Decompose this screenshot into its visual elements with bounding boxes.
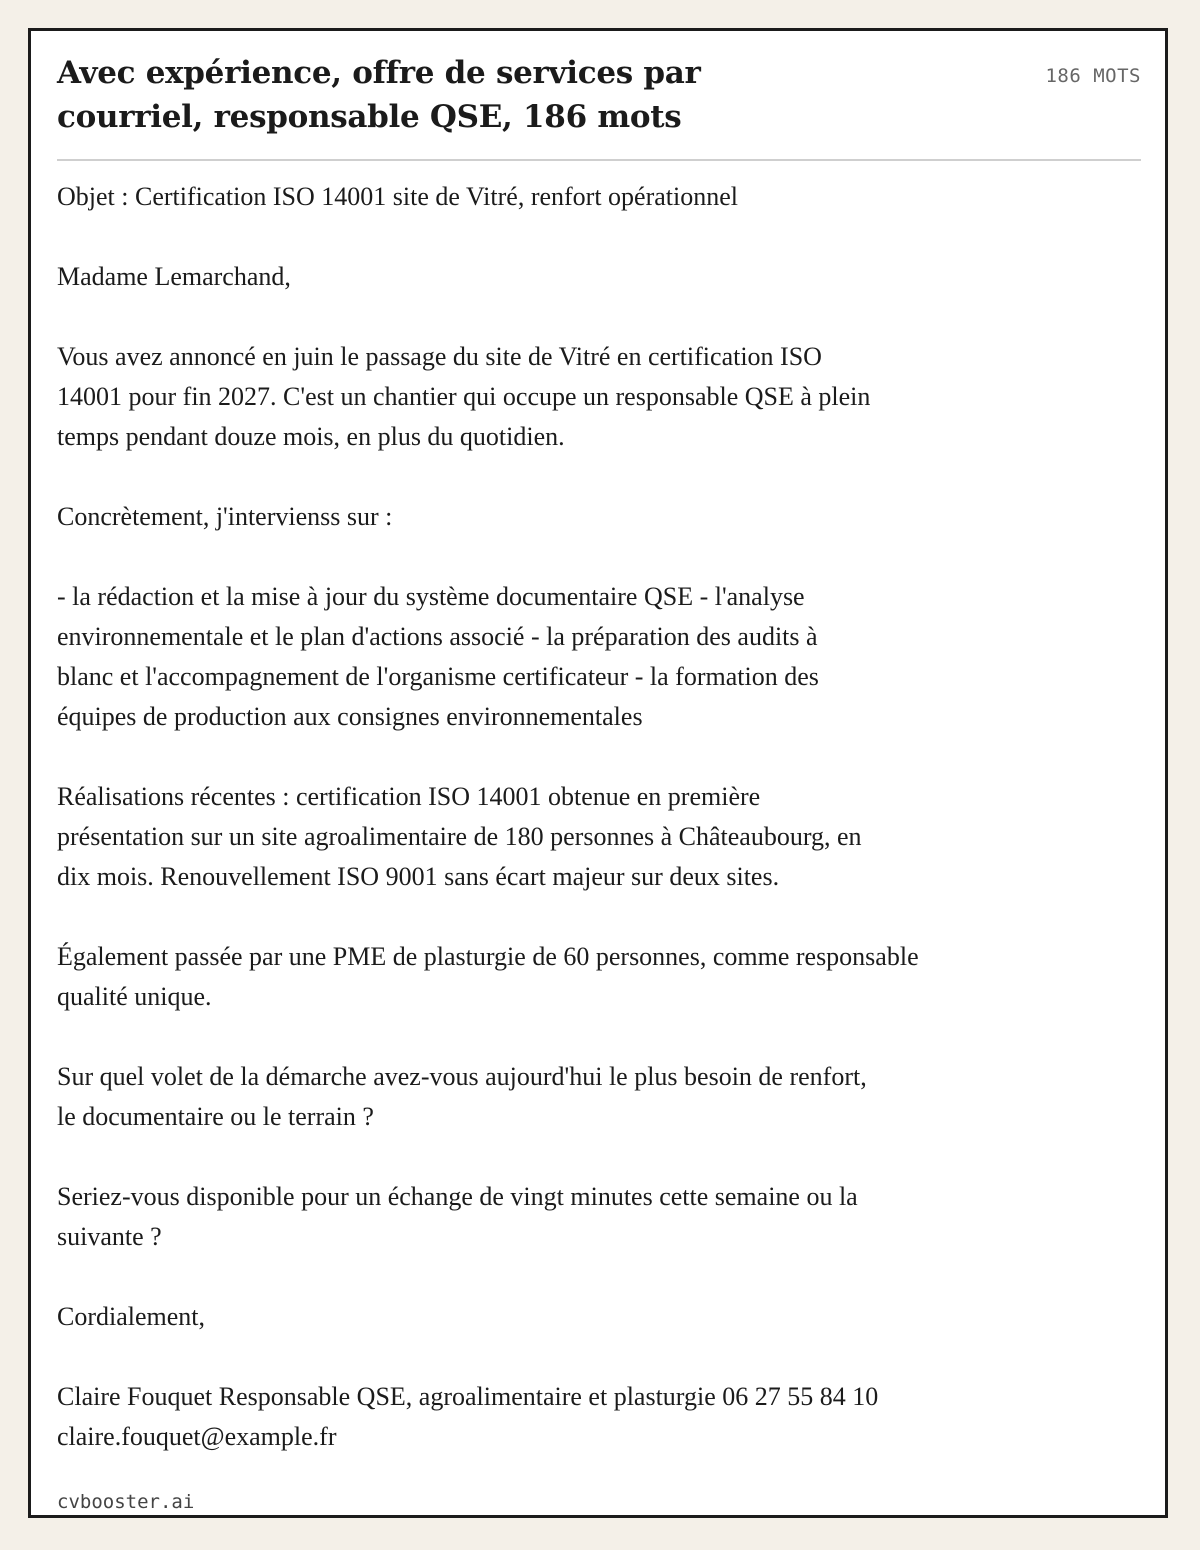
letter-closing: Cordialement, (57, 1302, 206, 1331)
word-count-badge: 186 MOTS (1045, 65, 1141, 87)
letter-experience: Également passée par une PME de plasturgie de 60 personnes, comme responsable qualité unique. (57, 942, 919, 1011)
letter-subject: Objet : Certification ISO 14001 site de Vitré, renfort opérationnel (57, 182, 739, 211)
letter-signature: Claire Fouquet Responsable QSE, agroalimentaire et plasturgie 06 27 55 84 10 claire.fouquet@example.fr (57, 1382, 879, 1451)
letter-body (57, 177, 1137, 1497)
letter-call-to-action: Seriez-vous disponible pour un échange de vingt minutes cette semaine ou la suivante ? (57, 1182, 858, 1251)
letter-card (28, 28, 1168, 1518)
letter-greeting: Madame Lemarchand, (57, 262, 291, 291)
letter-achievements: Réalisations récentes : certification ISO 14001 obtenue en première présentation sur un site agroalimentaire de 180 personnes à Châteaubourg, en dix mois. Renouvellement ISO 9001 sans écart majeur sur deux sites. (57, 782, 862, 891)
letter-scope-intro: Concrètement, j'intervienss sur : (57, 502, 393, 531)
brand-footer: cvbooster.ai (57, 1491, 195, 1513)
letter-scope-list: - la rédaction et la mise à jour du système documentaire QSE - l'analyse environnementale et le plan d'actions associé - la préparation des audits à blanc et l'accompagnement de l'organisme certificateur - la formation des équipes de production aux consignes environnementales (57, 582, 819, 731)
letter-question: Sur quel volet de la démarche avez-vous aujourd'hui le plus besoin de renfort, le documentaire ou le terrain ? (57, 1062, 867, 1131)
header-divider (57, 159, 1141, 161)
letter-intro: Vous avez annoncé en juin le passage du site de Vitré en certification ISO 14001 pour fin 2027. C'est un chantier qui occupe un responsable QSE à plein temps pendant douze mois, en plus du quotidien. (57, 342, 871, 451)
page-title: Avec expérience, offre de services par courriel, responsable QSE, 186 mots (57, 55, 701, 135)
